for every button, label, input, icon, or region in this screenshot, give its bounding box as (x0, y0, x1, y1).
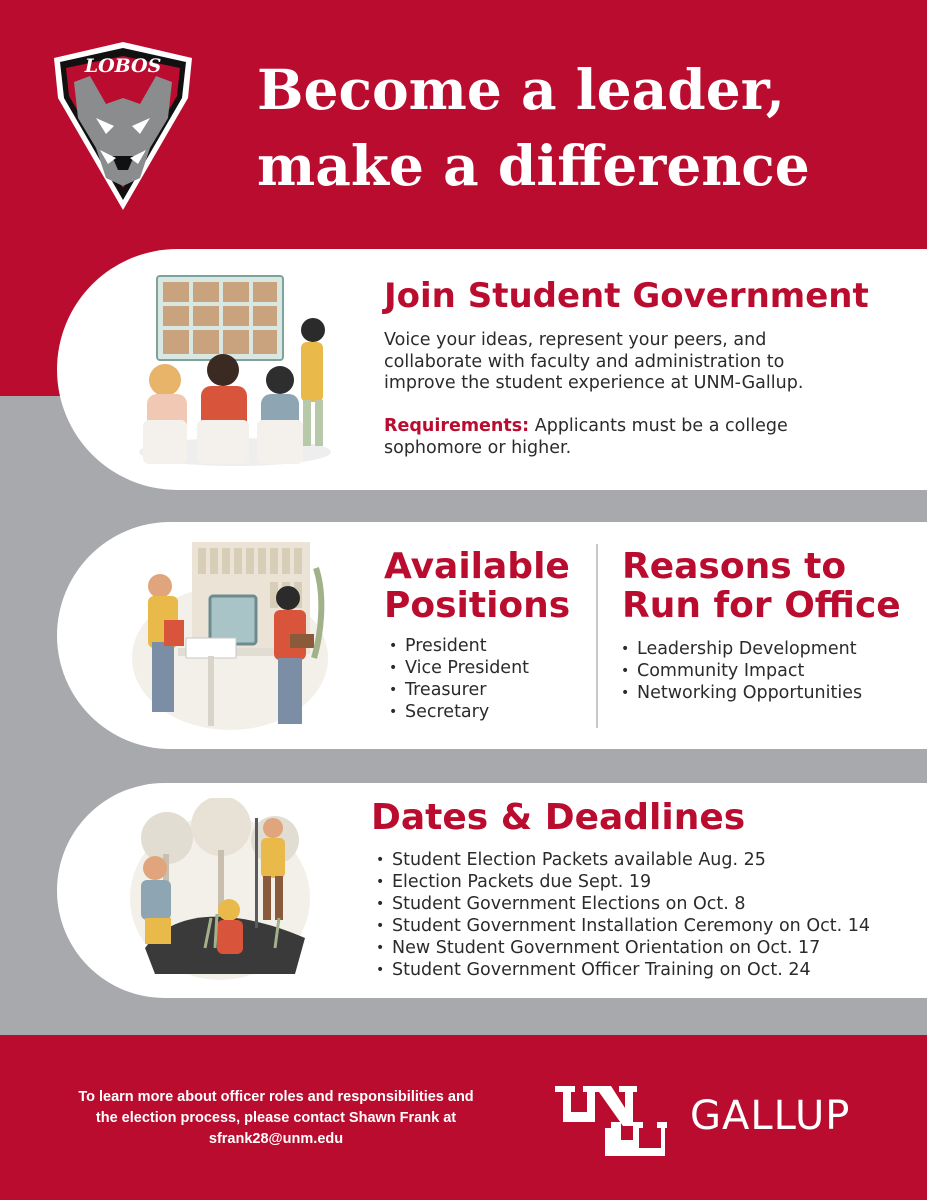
lobos-wolf-logo-icon (50, 38, 196, 214)
list-item: • Networking Opportunities (617, 682, 862, 704)
office-discussion-illustration-icon (130, 538, 330, 734)
list-item: • President (385, 635, 529, 657)
list-item: • New Student Government Orientation on Oct. 17 (372, 937, 870, 959)
join-requirements (384, 416, 854, 459)
list-item: • Student Election Packets available Aug. 25 (372, 849, 870, 871)
list-item: • Secretary (385, 701, 529, 723)
reasons-title-line-2: Run for Office (622, 585, 901, 626)
requirements-text: Applicants must be a college sophomore or higher. (384, 416, 788, 458)
list-item: • Community Impact (617, 660, 862, 682)
reasons-title (622, 547, 922, 625)
reasons-title-line-1: Reasons to (622, 546, 847, 587)
positions-title (384, 547, 584, 625)
list-item: • Vice President (385, 657, 529, 679)
gardening-illustration-icon (125, 798, 315, 982)
headline-line-1: Become a leader, (257, 57, 785, 122)
list-item: • Student Government Officer Training on Oct. 24 (372, 959, 870, 981)
list-item: • Leadership Development (617, 638, 862, 660)
dates-list (372, 849, 870, 981)
contact-text: To learn more about officer roles and responsibilities and the election process, please contact Shawn Frank at sfrank28@unm.edu (78, 1089, 474, 1147)
headline-line-2: make a difference (257, 133, 810, 198)
column-divider (596, 544, 598, 728)
positions-title-line-2: Positions (384, 585, 571, 626)
reasons-list (617, 638, 862, 704)
join-description: Voice your ideas, represent your peers, and collaborate with faculty and administration to improve the student experience at UNM-Gallup. (384, 330, 804, 393)
unm-logo-icon (553, 1082, 671, 1158)
page-title (257, 52, 810, 204)
requirements-label: Requirements: (384, 416, 530, 436)
logo-text: LOBOS (84, 55, 162, 77)
list-item: • Student Government Installation Ceremony on Oct. 14 (372, 915, 870, 937)
gallup-brand-text: GALLUP (690, 1093, 851, 1139)
list-item: • Student Government Elections on Oct. 8 (372, 893, 870, 915)
positions-title-line-1: Available (384, 546, 570, 587)
positions-list (385, 635, 529, 723)
video-meeting-illustration-icon (135, 270, 335, 470)
dates-title: Dates & Deadlines (371, 797, 746, 838)
list-item: • Treasurer (385, 679, 529, 701)
list-item: • Election Packets due Sept. 19 (372, 871, 870, 893)
join-title: Join Student Government (384, 276, 869, 316)
